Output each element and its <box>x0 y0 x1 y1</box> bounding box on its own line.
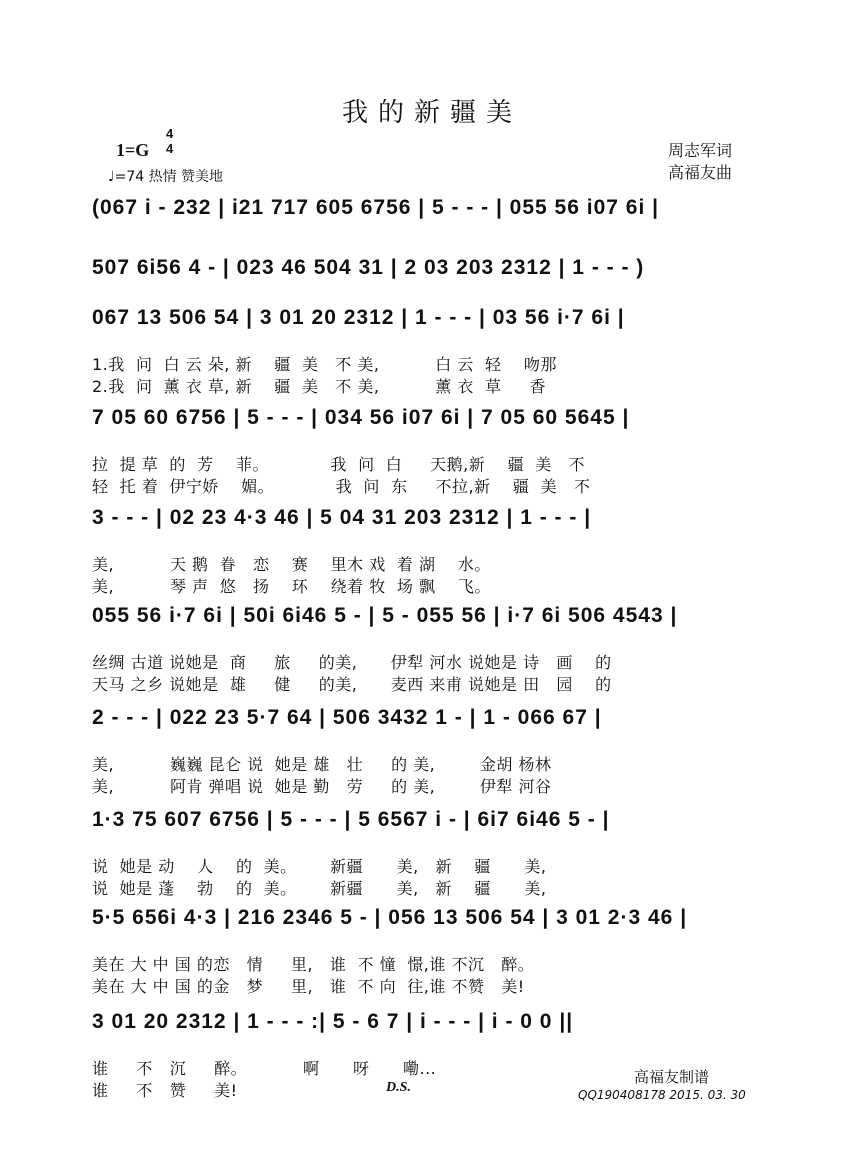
notation-row: 1·3 75 607 6756 | 5 - - - | 5 6567 i - | 6i7 6i46 5 - | <box>92 808 610 831</box>
lyric-line: 说 她是 蓬 勃 的 美。 新疆 美, 新 疆 美, <box>92 879 547 898</box>
lyric-line: 美在 大 中 国 的金 梦 里, 谁 不 向 往,谁 不赞 美! <box>92 977 525 996</box>
lyric-line: 美, 琴 声 悠 扬 环 绕着 牧 场 飘 飞。 <box>92 577 491 596</box>
lyric-line: 天马 之乡 说她是 雄 健 的美, 麦西 来甫 说她是 田 园 的 <box>92 675 612 694</box>
lyric-line: 拉 提 草 的 芳 菲。 我 问 白 天鹅,新 疆 美 不 <box>92 455 586 474</box>
key-signature: 1=G <box>116 140 150 160</box>
lyric-line: 谁 不 赞 美! <box>92 1081 238 1100</box>
lyric-line: 美, 天 鹅 眷 恋 赛 里木 戏 着 湖 水。 <box>92 555 491 574</box>
notation-row: 7 05 60 6756 | 5 - - - | 034 56 i07 6i | 7 05 60 5645 | <box>92 406 630 429</box>
page-title: 我的新疆美 <box>341 98 522 128</box>
composer-credit: 高福友曲 <box>668 163 733 182</box>
lyric-line: 美在 大 中 国 的恋 情 里, 谁 不 憧 憬,谁 不沉 醉。 <box>92 955 535 974</box>
lyric-line: 1.我 问 白 云 朵, 新 疆 美 不 美, 白 云 轻 吻那 <box>92 355 557 374</box>
notation-row: 3 01 20 2312 | 1 - - - :| 5 - 6 7 | i - - - | i - 0 0 || <box>92 1010 574 1033</box>
notation-row: 3 - - - | 02 23 4·3 46 | 5 04 31 203 2312 | 1 - - - | <box>92 506 592 529</box>
notation-row: (067 i - 232 | i21 717 605 6756 | 5 - - - | 055 56 i07 6i | <box>92 196 659 219</box>
notation-row: 507 6i56 4 - | 023 46 504 31 | 2 03 203 2312 | 1 - - - ) <box>92 256 645 279</box>
notation-row: 5·5 656i 4·3 | 216 2346 5 - | 056 13 506 54 | 3 01 2·3 46 | <box>92 906 688 929</box>
lyricist-credit: 周志军词 <box>668 141 733 160</box>
lyric-line: 丝绸 古道 说她是 商 旅 的美, 伊犁 河水 说她是 诗 画 的 <box>92 653 612 672</box>
time-sig-bottom: 4 <box>166 141 174 156</box>
tempo-marking: ♩=74 热情 赞美地 <box>108 169 224 185</box>
lyric-line: 说 她是 动 人 的 美。 新疆 美, 新 疆 美, <box>92 857 547 876</box>
lyric-line: 美, 阿肯 弹唱 说 她是 勤 劳 的 美, 伊犁 河谷 <box>92 777 552 796</box>
ds-marking: D.S. <box>386 1080 411 1095</box>
notation-row: 055 56 i·7 6i | 50i 6i46 5 - | 5 - 055 56 | i·7 6i 506 4543 | <box>92 604 678 627</box>
notation-row: 067 13 506 54 | 3 01 20 2312 | 1 - - - | 03 56 i·7 6i | <box>92 306 625 329</box>
arranger-credit: 高福友制谱 <box>634 1068 710 1086</box>
time-sig-top: 4 <box>166 126 174 141</box>
lyric-line: 谁 不 沉 醉。 啊 呀 嘞... <box>92 1059 437 1078</box>
contact-info: QQ190408178 2015. 03. 30 <box>578 1088 746 1102</box>
notation-row: 2 - - - | 022 23 5·7 64 | 506 3432 1 - | 1 - 066 67 | <box>92 706 602 729</box>
lyric-line: 2.我 问 薰 衣 草, 新 疆 美 不 美, 薰 衣 草 香 <box>92 377 546 396</box>
lyric-line: 轻 托 着 伊宁娇 媚。 我 问 东 不拉,新 疆 美 不 <box>92 477 591 496</box>
lyric-line: 美, 巍巍 昆仑 说 她是 雄 壮 的 美, 金胡 杨林 <box>92 755 552 774</box>
time-signature <box>166 126 173 156</box>
